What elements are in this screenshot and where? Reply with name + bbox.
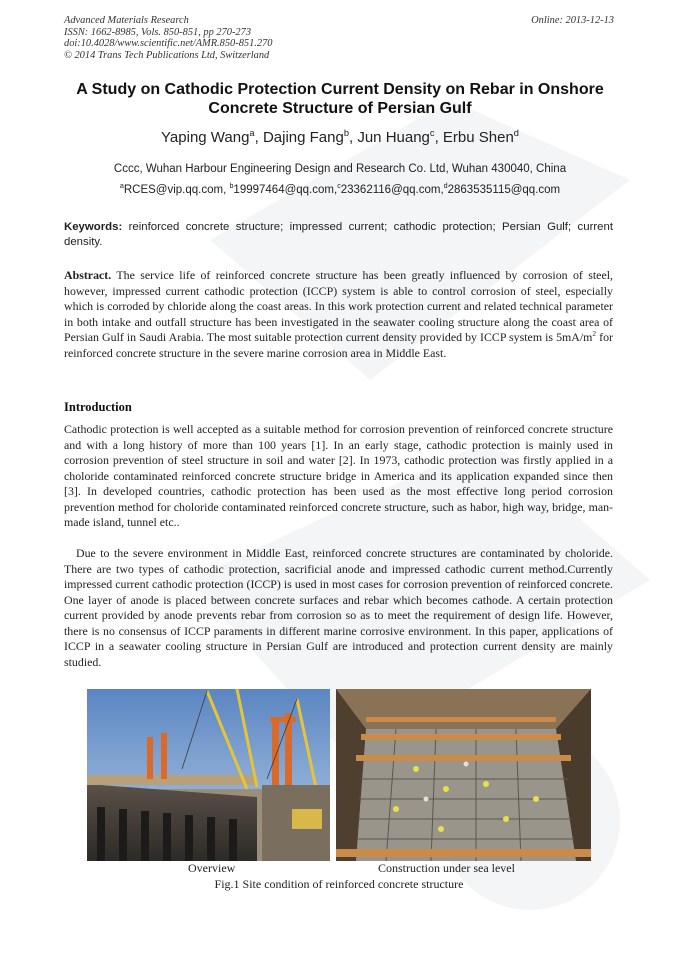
- construction-photo: [336, 689, 591, 861]
- doi: doi:10.4028/www.scientific.net/AMR.850-851.270: [64, 38, 273, 49]
- email-sup: c: [337, 182, 341, 191]
- author-name: Erbu Shen: [442, 129, 514, 146]
- paragraph: Due to the severe environment in Middle East, reinforced concrete structures are contaminated by choloride. There are two types of cathodic protection, sacrificial anode and impressed cathodic current method.Currently impressed current cathodic protection (ICCP) is used in most cases for corrosion prevention of reinforced concrete. One layer of anode is placed between concrete surfaces and rebar which becomes cathode. A certain protection current provided by anode prevents rebar from corrosion so as to meet the requirement of design life. However, there is no consensus of ICCP paraments in different marine corrosive environment. In this paper, applications of ICCP in a seawater cooling structure in Persian Gulf are introduced and protection current density are mainly studied.: [64, 546, 613, 669]
- email-sup: d: [443, 182, 448, 191]
- author-sup: d: [513, 128, 519, 138]
- author-sup: a: [249, 128, 255, 138]
- abstract: [64, 268, 613, 361]
- issn: ISSN: 1662-8985, Vols. 850-851, pp 270-273: [64, 26, 252, 38]
- figure-caption: Fig.1 Site condition of reinforced concrete structure: [214, 877, 464, 891]
- author-sup: c: [429, 128, 435, 138]
- author-name: Dajing Fang: [262, 129, 344, 146]
- abstract-text: The service life of reinforced concrete structure has been greatly influenced by corrosion of steel, however, impressed current cathodic protection (ICCP) system is able to control corrosion of steel, especially which is corroded by chloride along the coast areas. In this work protection current and related technical parameter in both intake and outfall structure has been investigated in the seawater cooling structure along the coast area of Persian Gulf in Saudi Arabia. The most suitable protection current density provided by ICCP system is 5mA/m: [64, 268, 613, 344]
- email-sup: b: [229, 182, 234, 191]
- abstract-sup: 2: [592, 329, 597, 339]
- paragraph: Cathodic protection is well accepted as a suitable method for corrosion prevention of reinforced concrete structure and with a long history of more than 100 years [1]. In an early stage, cathodic protection is mainly used in corrosion prevention of steel structure in soil and water [2]. In 1973, cathodic protection was firstly applied in a choloride contaminated reinforced concrete structure bridge in America and its application expanded since then [3]. In developed countries, cathodic protection has been used as the most effective long period corrosion prevention method for choloride contaminated reinforced concrete structure, such as habor, high way, bridge, man-made island, tunnel etc..: [64, 422, 613, 529]
- email-sup: a: [119, 182, 124, 191]
- paper-title: A Study on Cathodic Protection Current Density on Rebar in Onshore Concrete Structure of Persian Gulf: [76, 81, 604, 117]
- keywords: [64, 220, 613, 249]
- email-link[interactable]: 2863535115@qq.com: [447, 184, 561, 196]
- author-list: Yaping Wang$^a$, Dajing Fang$^b$, Jun Huang$^c$, Erbu Shen$^d$: [161, 128, 519, 146]
- abstract-text-end: for reinforced concrete structure in the severe marine corrosion area in Middle East.: [64, 330, 613, 360]
- photo-caption: Overview: [188, 861, 236, 875]
- keywords-label: Keywords:: [64, 221, 123, 233]
- journal-header: [64, 15, 272, 61]
- email-link[interactable]: RCES@vip.qq.com: [123, 184, 224, 196]
- journal-name: Advanced Materials Research: [64, 15, 189, 26]
- email-link[interactable]: 19997464@qq.com: [233, 184, 334, 196]
- abstract-label: Abstract.: [64, 268, 112, 282]
- online-date: Online: 2013-12-13: [531, 15, 614, 26]
- email-link[interactable]: 23362116@qq.com: [340, 184, 441, 196]
- author-sup: b: [343, 128, 349, 138]
- author-name: Yaping Wang: [161, 129, 250, 146]
- affiliation: Cccc, Wuhan Harbour Engineering Design and Research Co. Ltd, Wuhan 430040, China: [113, 163, 567, 175]
- keywords-text: reinforced concrete structure; impressed current; cathodic protection; Persian Gulf; current density.: [64, 221, 613, 248]
- copyright: © 2014 Trans Tech Publications Ltd, Switzerland: [64, 49, 270, 61]
- photo-caption: Construction under sea level: [378, 861, 515, 875]
- email-list: $^a$RCES@vip.qq.com, $^b$19997464@qq.com,$^c$23362116@qq.com,$^d$2863535115@qq.com: [119, 182, 561, 196]
- overview-photo: [87, 689, 330, 861]
- author-name: Jun Huang: [357, 129, 430, 146]
- section-heading: Introduction: [64, 400, 132, 414]
